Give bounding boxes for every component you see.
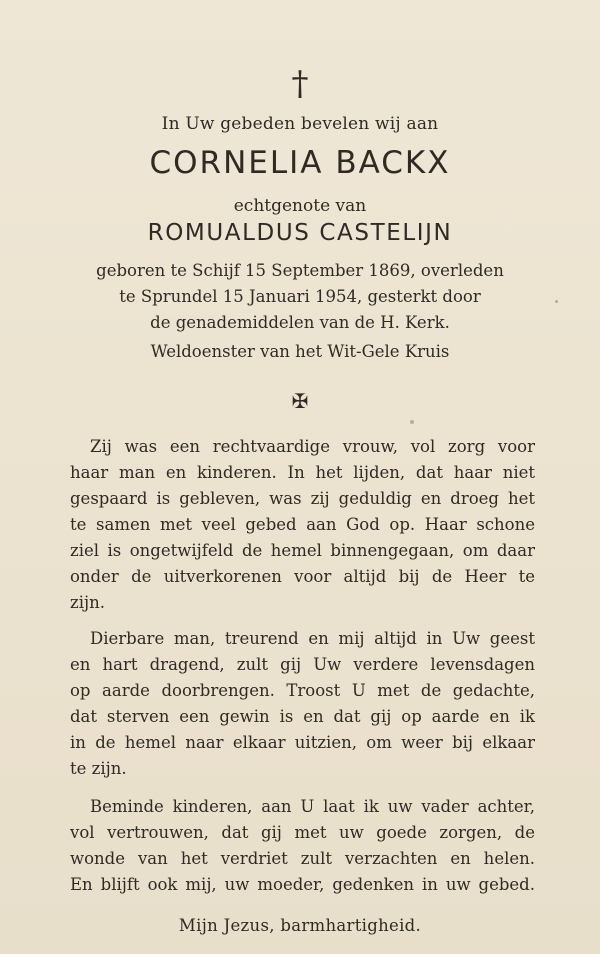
spouse-name: ROMUALDUS CASTELIJN — [147, 220, 453, 246]
paper-speck — [555, 300, 558, 303]
spouse-label: echtgenote van — [233, 196, 367, 216]
bio-line: geboren te Schijf 15 September 1869, overleden — [96, 261, 504, 280]
cross-icon: † — [291, 64, 309, 104]
biography — [0, 258, 600, 336]
text-line: te zijn. — [70, 759, 127, 778]
text-line: te samen met veel gebed aan God op. Haar schone — [70, 515, 535, 534]
deceased-name: CORNELIA BACKX — [149, 145, 451, 181]
text-line: zijn. — [70, 593, 105, 612]
closing-prayer: Mijn Jezus, barmhartigheid. — [178, 916, 422, 935]
bio-line: te Sprundel 15 Januari 1954, gesterkt door — [119, 287, 481, 306]
text-line: ziel is ongetwijfeld de hemel binnengegaan, om daar — [70, 541, 535, 560]
maltese-cross-icon: ✠ — [291, 389, 309, 413]
text-line: Zij was een rechtvaardige vrouw, vol zorg voor — [90, 437, 535, 456]
text-line: en hart dragend, zult gij Uw verdere levensdagen — [70, 655, 535, 674]
text-line: wonde van het verdriet zult verzachten en helen. — [70, 849, 535, 868]
paragraph-husband — [70, 626, 535, 782]
paragraph-tribute — [70, 434, 535, 616]
text-line: onder de uitverkorenen voor altijd bij de Heer te — [70, 567, 535, 586]
weldoenster-line: Weldoenster van het Wit-Gele Kruis — [150, 342, 450, 361]
text-line: En blijft ook mij, uw moeder, gedenken in uw gebed. — [70, 875, 535, 894]
text-line: gespaard is gebleven, was zij geduldig en droeg het — [70, 489, 535, 508]
text-line: dat sterven een gewin is en dat gij op aarde en ik — [70, 707, 535, 726]
text-line: Beminde kinderen, aan U laat ik uw vader achter, — [90, 797, 535, 816]
text-line: Dierbare man, treurend en mij altijd in Uw geest — [90, 629, 535, 648]
paper-speck — [410, 420, 414, 424]
bio-line: de genademiddelen van de H. Kerk. — [150, 313, 450, 332]
text-line: in de hemel naar elkaar uitzien, om weer bij elkaar — [70, 733, 535, 752]
text-line: op aarde doorbrengen. Troost U met de gedachte, — [70, 681, 535, 700]
paragraph-children — [70, 794, 535, 898]
intro-line: In Uw gebeden bevelen wij aan — [161, 114, 439, 134]
text-line: haar man en kinderen. In het lijden, dat haar niet — [70, 463, 535, 482]
text-line: vol vertrouwen, dat gij met uw goede zorgen, de — [70, 823, 535, 842]
